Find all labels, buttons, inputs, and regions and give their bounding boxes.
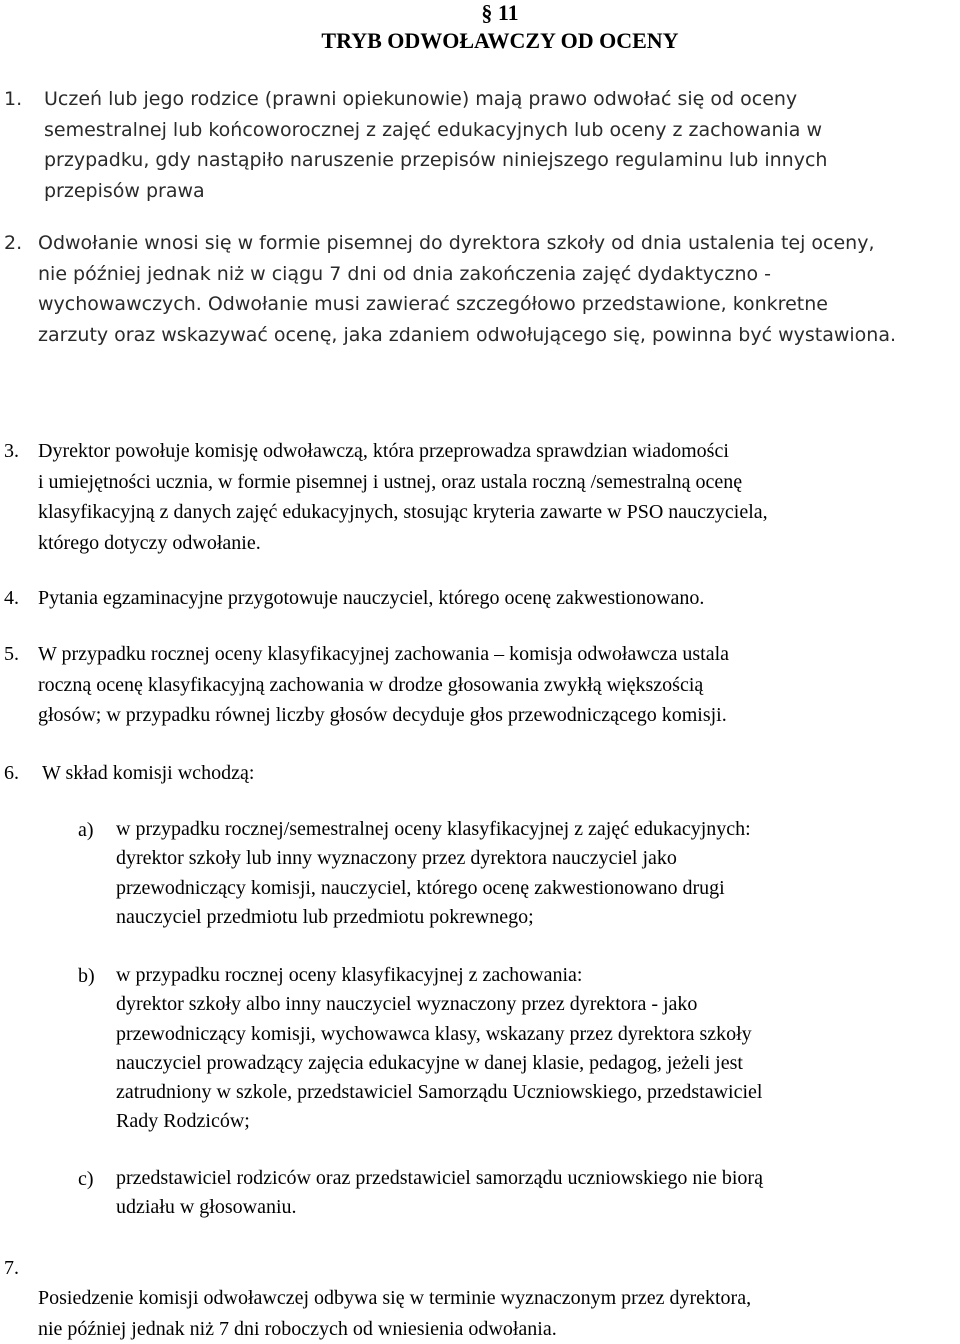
- item-6-number: 6.: [4, 758, 19, 788]
- item-2-number: 2.: [4, 228, 22, 258]
- item-7-number: 7.: [4, 1253, 19, 1283]
- subitem-c-text: [116, 1164, 956, 1223]
- item-5-number: 5.: [4, 639, 19, 669]
- item-4-number: 4.: [4, 583, 19, 613]
- subitem-c-line-1: przedstawiciel rodziców oraz przedstawiciel samorządu uczniowskiego nie biorą: [116, 1164, 956, 1193]
- subitem-c-label: c): [78, 1164, 94, 1194]
- item-3-line-4: którego dotyczy odwołanie.: [38, 528, 958, 559]
- item-5-text: [38, 639, 958, 731]
- item-1-number: 1.: [4, 84, 22, 114]
- item-2-line-2: nie później jednak niż w ciągu 7 dni od dnia zakończenia zajęć dydaktyczno -: [38, 259, 958, 290]
- subitem-b-line-5: zatrudniony w szkole, przedstawiciel Samorządu Uczniowskiego, przedstawiciel: [116, 1078, 956, 1107]
- subitem-a-line-1: w przypadku rocznej/semestralnej oceny klasyfikacyjnej z zajęć edukacyjnych:: [116, 815, 956, 844]
- section-number: § 11: [20, 0, 960, 26]
- item-5-line-1: W przypadku rocznej oceny klasyfikacyjnej zachowania – komisja odwoławcza ustala: [38, 639, 958, 670]
- item-3-text: [38, 436, 958, 558]
- item-3-line-3: klasyfikacyjną z danych zajęć edukacyjnych, stosując kryteria zawarte w PSO nauczyciela,: [38, 497, 958, 528]
- subitem-a-label: a): [78, 815, 94, 845]
- subitem-a-line-2: dyrektor szkoły lub inny wyznaczony przez dyrektora nauczyciel jako: [116, 844, 956, 873]
- subitem-c-line-2: udziału w głosowaniu.: [116, 1193, 956, 1222]
- item-2-line-1: Odwołanie wnosi się w formie pisemnej do dyrektora szkoły od dnia ustalenia tej oceny,: [38, 228, 958, 259]
- subitem-b-line-3: przewodniczący komisji, wychowawca klasy, wskazany przez dyrektora szkoły: [116, 1020, 956, 1049]
- item-1-line-1: Uczeń lub jego rodzice (prawni opiekunowie) mają prawo odwołać się od oceny: [44, 84, 960, 115]
- item-5-line-2: roczną ocenę klasyfikacyjną zachowania w drodze głosowania zwykłą większością: [38, 670, 958, 701]
- item-7-text: [38, 1283, 958, 1344]
- item-6-text: [42, 758, 960, 789]
- subitem-b-line-4: nauczyciel prowadzący zajęcia edukacyjne w danej klasie, pedagog, jeżeli jest: [116, 1049, 956, 1078]
- subitem-a-line-4: nauczyciel przedmiotu lub przedmiotu pokrewnego;: [116, 903, 956, 932]
- subitem-b-line-1: w przypadku rocznej oceny klasyfikacyjnej z zachowania:: [116, 961, 956, 990]
- item-1-text: [44, 84, 960, 206]
- item-1-line-4: przepisów prawa: [44, 176, 960, 207]
- item-2-text: [38, 228, 958, 350]
- item-7-line-1: Posiedzenie komisji odwoławczej odbywa się w terminie wyznaczonym przez dyrektora,: [38, 1283, 958, 1314]
- item-1-line-2: semestralnej lub końcoworocznej z zajęć edukacyjnych lub oceny z zachowania w: [44, 115, 960, 146]
- subitem-a-text: [116, 815, 956, 932]
- item-3-line-2: i umiejętności ucznia, w formie pisemnej i ustnej, oraz ustala roczną /semestralną ocenę: [38, 467, 958, 498]
- subitem-b-text: [116, 961, 956, 1137]
- item-2-line-3: wychowawczych. Odwołanie musi zawierać szczegółowo przedstawione, konkretne: [38, 289, 958, 320]
- section-title: TRYB ODWOŁAWCZY OD OCENY: [20, 28, 960, 54]
- item-6-line-1: W skład komisji wchodzą:: [42, 758, 960, 789]
- item-1-line-3: przypadku, gdy nastąpiło naruszenie przepisów niniejszego regulaminu lub innych: [44, 145, 960, 176]
- item-7-line-2: nie później jednak niż 7 dni roboczych od wniesienia odwołania.: [38, 1314, 958, 1344]
- item-3-number: 3.: [4, 436, 19, 466]
- item-2-line-4: zarzuty oraz wskazywać ocenę, jaka zdaniem odwołującego się, powinna być wystawiona.: [38, 320, 958, 351]
- item-4-text: [38, 583, 958, 614]
- subitem-b-line-2: dyrektor szkoły albo inny nauczyciel wyznaczony przez dyrektora - jako: [116, 990, 956, 1019]
- item-3-line-1: Dyrektor powołuje komisję odwoławczą, która przeprowadza sprawdzian wiadomości: [38, 436, 958, 467]
- subitem-b-label: b): [78, 961, 95, 991]
- item-5-line-3: głosów; w przypadku równej liczby głosów decyduje głos przewodniczącego komisji.: [38, 700, 958, 731]
- subitem-a-line-3: przewodniczący komisji, nauczyciel, którego ocenę zakwestionowano drugi: [116, 874, 956, 903]
- subitem-b-line-6: Rady Rodziców;: [116, 1107, 956, 1136]
- item-4-line-1: Pytania egzaminacyjne przygotowuje nauczyciel, którego ocenę zakwestionowano.: [38, 583, 958, 614]
